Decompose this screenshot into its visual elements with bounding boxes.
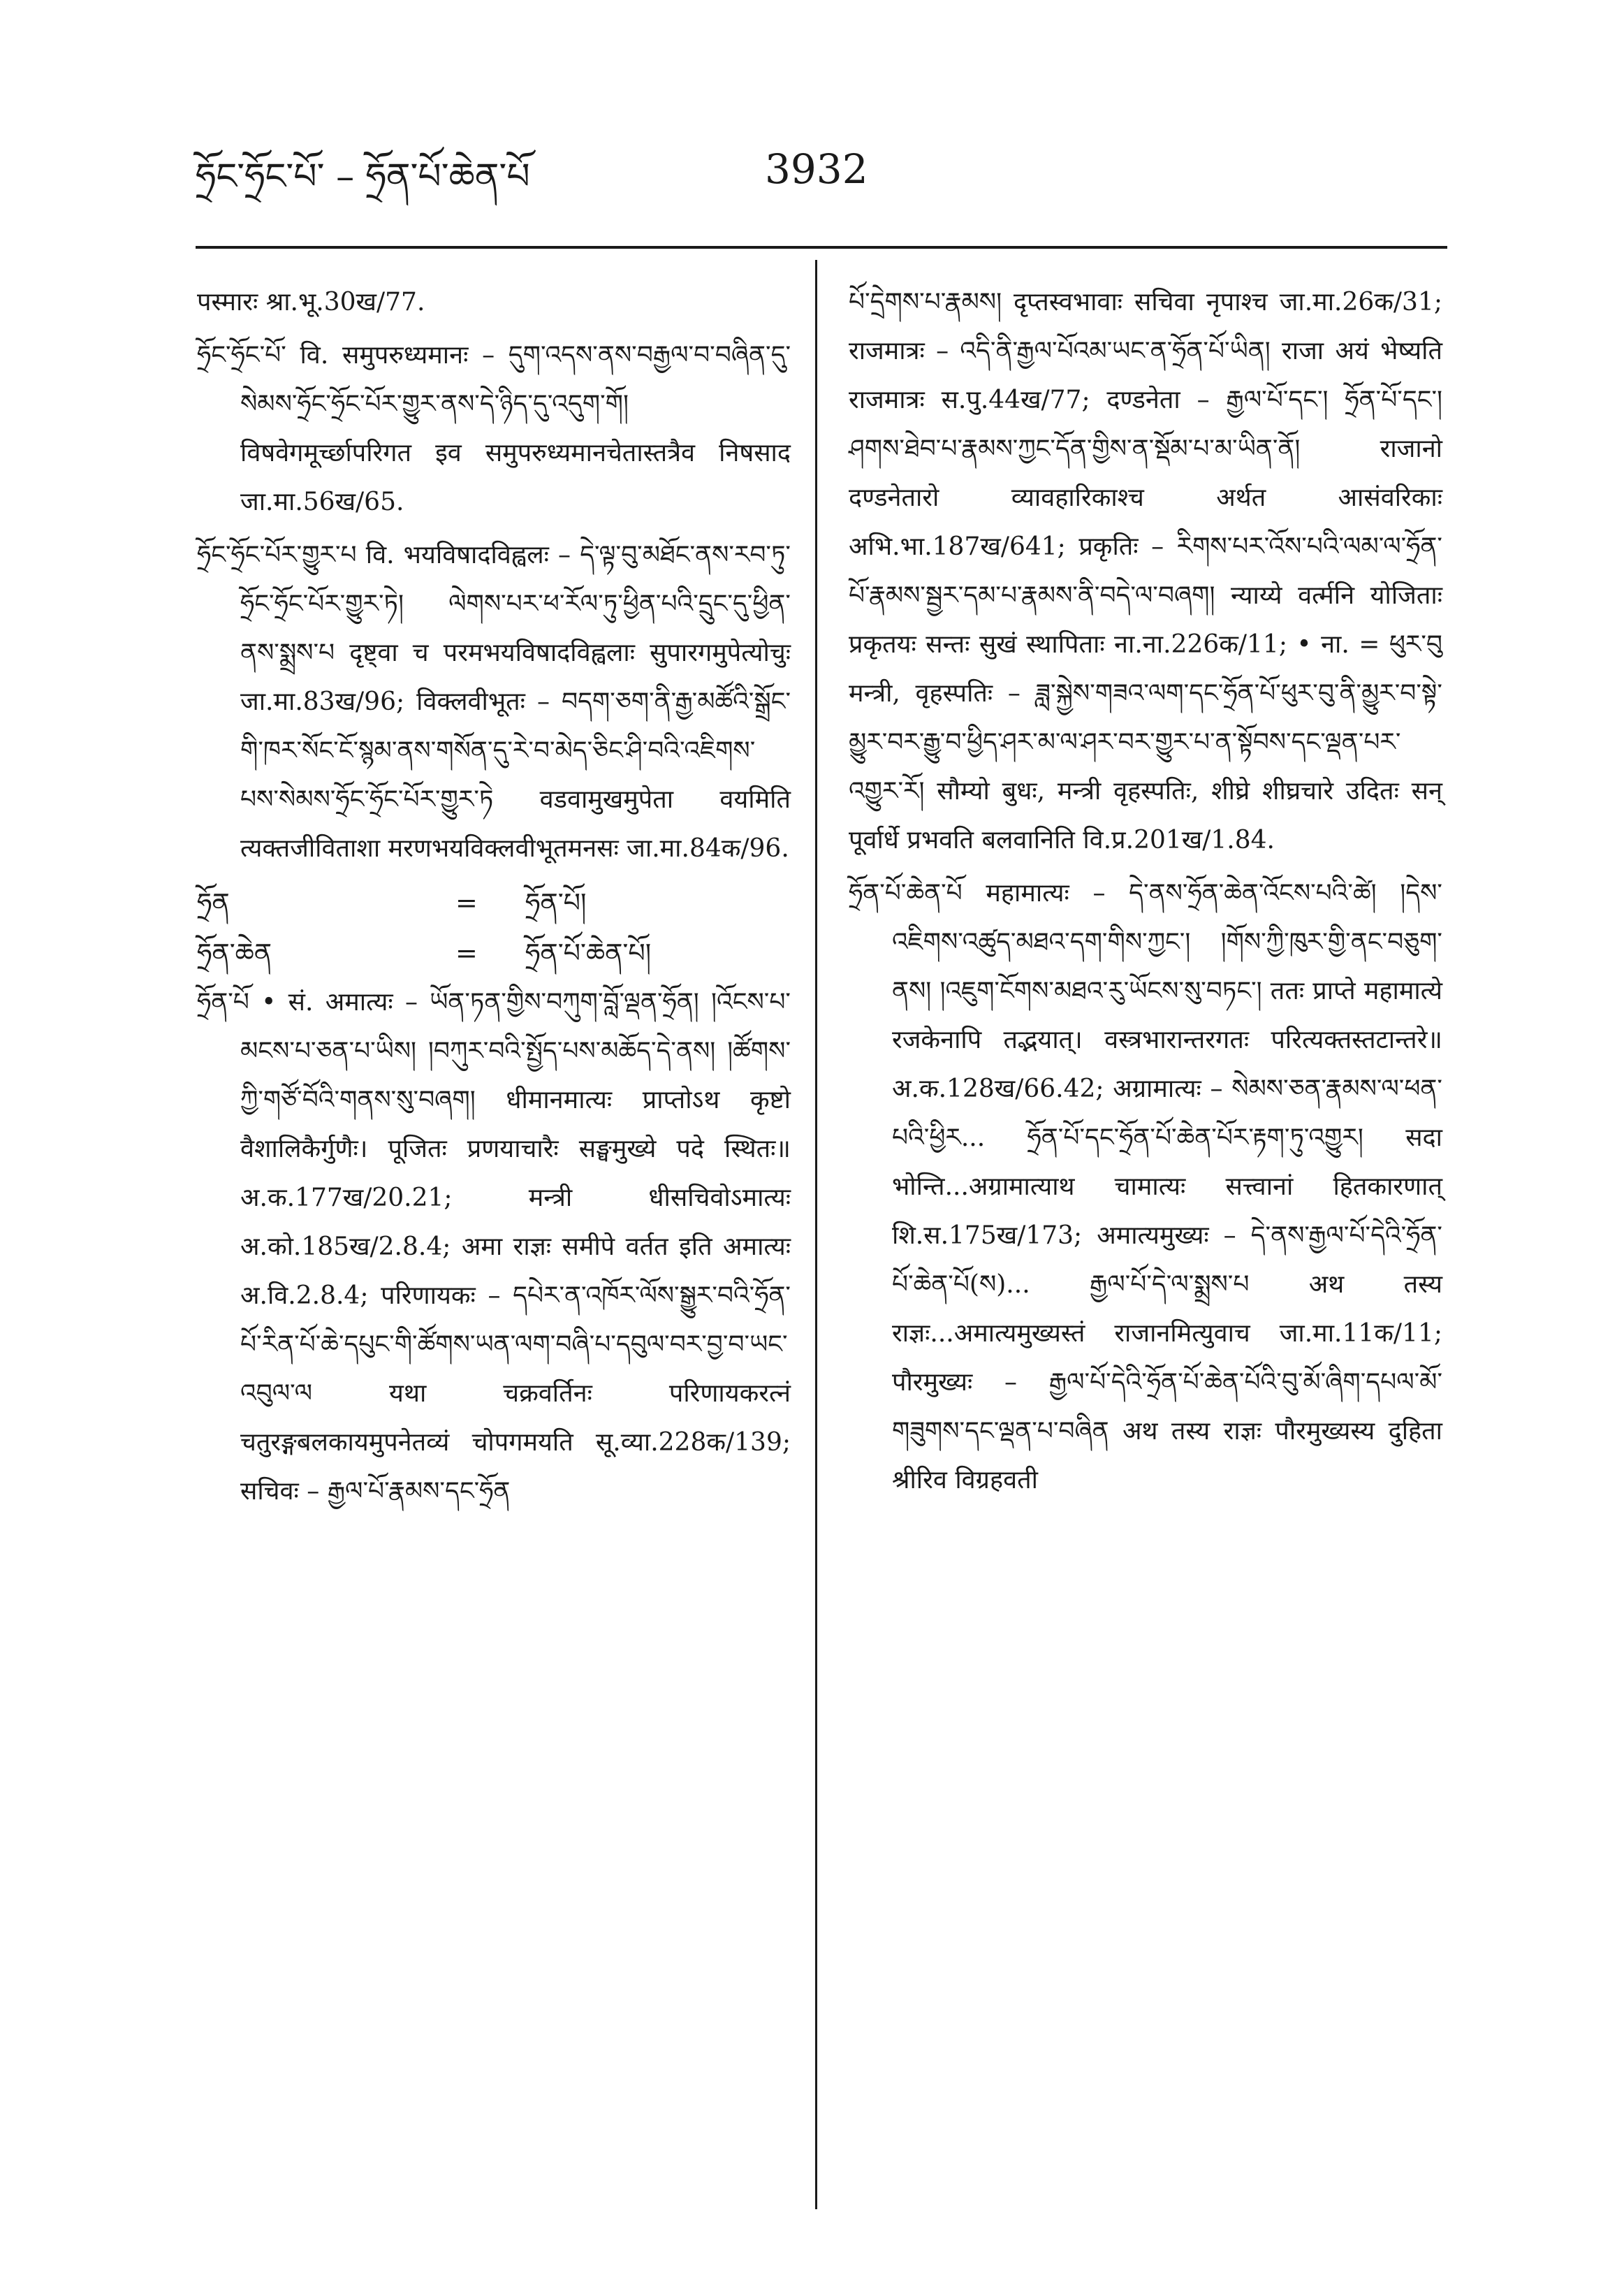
header-rule <box>196 246 1447 249</box>
xref-equals: = <box>455 887 478 918</box>
continuation-text: पस्मारः श्रा.भू.30ख/77. <box>197 288 425 317</box>
column-divider <box>815 260 817 2209</box>
xref-equals: = <box>455 938 478 968</box>
xref-target: ཧྲོན་པོ་ཆེན་པོ། <box>525 938 652 968</box>
cross-reference <box>197 928 791 978</box>
left-column <box>197 278 791 1520</box>
continuation-text: པོ་དྲེགས་པ་རྣམས། दृप्तस्वभावाः सचिवा नृपाश्च जा.मा.26क/31; राजमात्रः – འདི་ནི་རྒྱལ་པོའམ་ཡང་ན་ཧྲོན་པོ་ཡིན། राजा अयं भेष्यति राजमात्रः स.पु.44ख/77; दण्डनेता – རྒྱལ་པོ་དང་། ཧྲོན་པོ་དང་། ཤགས་ཐེབ་པ་རྣམས་ཀྱང་དོན་གྱིས་ན་སྡོམ་པ་མ་ཡིན་ནོ། राजानो दण्डनेतारो व्यावहारिकाश्च अर्थत आसंवरिकाः अभि.भा.187ख/641; प्रकृतिः – རིགས་པར་འོས་པའི་ལམ་ལ་ཧྲོན་པོ་རྣམས་སྦྱར་དམ་པ་རྣམས་ནི་བདེ་ལ་བཞག། न्याय्ये वर्त्मनि योजिताः प्रकृतयः सन्तः सुखं स्थापिताः ना.ना.226क/11; • ना. = ཕུར་བུ मन्त्री, वृहस्पतिः – ཟླ་སྐྱེས་གཟའ་ལག་དང་ཧྲོན་པོ་ཕུར་བུ་ནི་མྱུར་བ་སྟེ་མྱུར་བར་རྒྱུ་བ་ཕྱིད་ཤར་མ་ལ་ཤར་བར་གྱུར་པ་ན་སྟོབས་དང་ལྡན་པར་འགྱུར་རོ། सौम्यो बुधः, मन्त्री वृहस्पतिः, शीघ्रे शीघ्रचारे उदितः सन् पूर्वार्धे प्रभवति बलवानिति वि.प्र.201ख/1.84. <box>849 288 1442 854</box>
page-number: 3932 <box>765 145 868 193</box>
xref-target: ཧྲོན་པོ། <box>525 887 587 918</box>
right-column <box>849 278 1442 1509</box>
dictionary-entry: ཧྲོན་པོ • सं. अमात्यः – ཡོན་ཏན་གྱིས་བཀུག་བློ་ལྡན་ཧྲོན། །འོངས་པ་མངས་པ་ཅན་པ་ཡིས། །བཀུར་བའི་སྤྱོད་པས་མཆོད་དེ་ནས། །ཚོགས་ཀྱི་གཙོ་བོའི་གནས་སུ་བཞག། धीमानमात्यः प्राप्तोऽथ कृष्टो वैशालिकैर्गुणैः। पूजितः प्रणयाचारैः सङ्घमुख्ये पदे स्थितः॥ अ.क.177ख/20.21; मन्त्री धीसचिवोऽमात्यः अ.को.185ख/2.8.4; अमा राज्ञः समीपे वर्तत इति अमात्यः अ.वि.2.8.4; परिणायकः – དཔེར་ན་འཁོར་ལོས་སྒྱུར་བའི་ཧྲོན་པོ་རིན་པོ་ཆེ་དཔུང་གི་ཚོགས་ཡན་ལག་བཞི་པ་དབུལ་བར་བྱ་བ་ཡང་འབུལ་ལ यथा चक्रवर्तिनः परिणायकरत्नं चतुरङ्गबलकायमुपनेतव्यं चोपगमयति सू.व्या.228क/139; सचिवः – རྒྱལ་པོ་རྣམས་དང་ཧྲོན <box>197 988 791 1506</box>
cross-reference <box>197 878 791 928</box>
dictionary-entry: ཧྲོང་ཧྲོང་པོར་གྱུར་པ वि. भयविषादविह्वलः – དེ་ལྟ་བུ་མཐོང་ནས་རབ་ཏུ་ཧྲོང་ཧྲོང་པོར་གྱུར་ཏེ། ལེགས་པར་ཕ་རོལ་ཏུ་ཕྱིན་པའི་དྲུང་དུ་ཕྱིན་ནས་སྨྲས་པ दृष्ट्वा च परमभयविषादविह्वलाः सुपारगमुपेत्योचुः जा.मा.83ख/96; विक्लवीभूतः – བདག་ཅག་ནི་རྒྱ་མཚོའི་སྒྲོང་གི་ཁར་སོང་ངོ་སྙམ་ནས་གསོན་དུ་རེ་བ་མེད་ཅིང་ཤི་བའི་འཇིགས་པས་སེམས་ཧྲོང་ཧྲོང་པོར་གྱུར་ཏེ वडवामुखमुपेता वयमिति त्यक्तजीविताशा मरणभयविक्लवीभूतमनसः जा.मा.84क/96. <box>197 541 791 863</box>
page-header-range: ཧྲོང་ཧྲོང་པོ་ – ཧྲོན་པོ་ཆེན་པོ <box>196 156 530 198</box>
dictionary-entry: ཧྲོང་ཧྲོང་པོ་ वि. समुपरुध्यमानः – དུག་འདས་ནས་བརྒྱལ་བ་བཞིན་དུ་སེམས་ཧྲོང་ཧྲོང་པོར་གྱུར་ནས་དེ་ཉིད་དུ་འདུག་གོ། विषवेगमूर्च्छापरिगत इव समुपरुध्यमानचेतास्तत्रैव निषसाद जा.मा.56ख/65. <box>197 341 791 516</box>
dictionary-entry: ཧྲོན་པོ་ཆེན་པོ महामात्यः – དེ་ནས་ཧྲོན་ཆེན་འོངས་པའི་ཚེ། །དེས་འཇིགས་འཚུད་མཐའ་དག་གིས་ཀྱང་། །གོས་ཀྱི་ཁུར་གྱི་ནང་བཅུག་ནས། །འཇུག་ངོགས་མཐའ་རུ་ཡོངས་སུ་བཏང་། ततः प्राप्ते महामात्ये रजकेनापि तद्भयात्। वस्त्रभारान्तरगतः परित्यक्तस्तटान्तरे॥ अ.क.128ख/66.42; अग्रामात्यः – སེམས་ཅན་རྣམས་ལ་ཕན་པའི་ཕྱིར... ཧྲོན་པོ་དང་ཧྲོན་པོ་ཆེན་པོར་རྟག་ཏུ་འགྱུར། सदा भोन्ति...अग्रामात्याथ चामात्यः सत्त्वानां हितकारणात् शि.स.175ख/173; अमात्यमुख्यः – དེ་ནས་རྒྱལ་པོ་དེའི་ཧྲོན་པོ་ཆེན་པོ(ས)... རྒྱལ་པོ་དེ་ལ་སྨྲས་པ अथ तस्य राज्ञः...अमात्यमुख्यस्तं राजानमित्युवाच जा.मा.11क/11; पौरमुख्यः – རྒྱལ་པོ་དེའི་ཧྲོན་པོ་ཆེན་པོའི་བུ་མོ་ཞིག་དཔལ་མོ་གཟུགས་དང་ལྡན་པ་བཞིན अथ तस्य राज्ञः पौरमुख्यस्य दुहिता श्रीरिव विग्रहवती <box>849 879 1442 1494</box>
xref-headword: ཧྲོན་ཆེན <box>197 938 272 968</box>
xref-headword: ཧྲོན <box>197 887 230 918</box>
